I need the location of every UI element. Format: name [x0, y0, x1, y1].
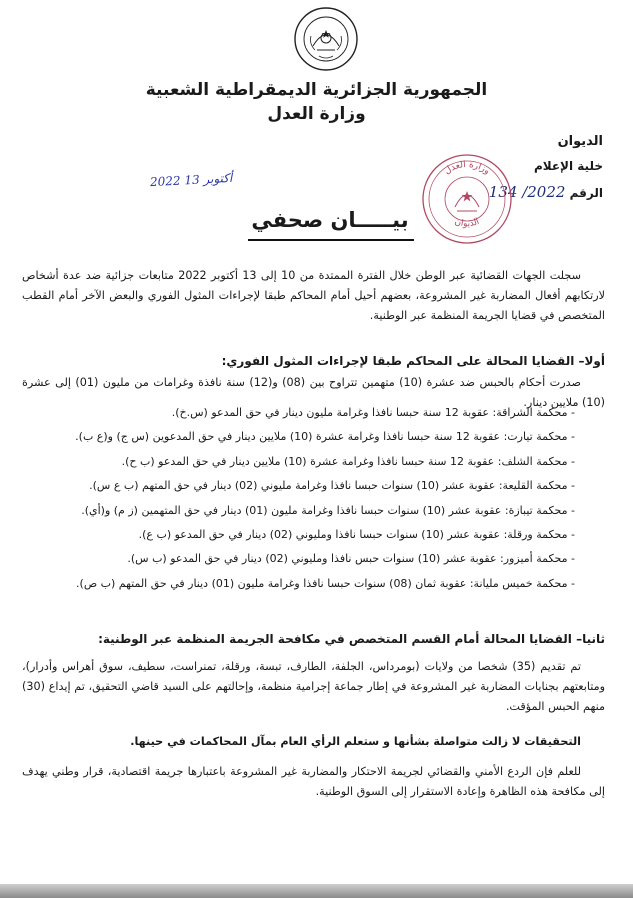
title-underline: [248, 239, 414, 241]
reference-number: 2022/ 134: [488, 183, 566, 201]
list-item: - محكمة تيارت: عقوبة 12 سنة حبسا نافذا وغرامة عشرة (10) ملايين دينار في حق المدعوين (س ج) و(ع ب).: [22, 425, 575, 449]
document-title: بيـــــان صحفي: [251, 208, 409, 232]
stamp-top-text: وزارة العدل: [442, 159, 492, 177]
section2-paragraph: تم تقديم (35) شخصا من ولايات (بومرداس، الجلفة، الطارف، تبسة، ورقلة، تمنراست، سطيف، سوق أهراس وأدرار)، ومتابعتهم بجنايات المضاربة غير المشروعة في إطار جماعة إجرامية منظمة، وإحالتهم على السيد قاضي التحقيق، تم إيداع (30) منهم الحبس المؤقت.: [22, 660, 605, 713]
svg-text:وزارة العدل: [443, 160, 492, 177]
court-verdicts-list: [22, 401, 575, 596]
office-label: الديوان: [557, 134, 603, 149]
list-item: - محكمة الشراقة: عقوبة 12 سنة حبسا نافذا وغرامة مليون دينار في حق المدعو (س.خ).: [22, 401, 575, 425]
section1-heading: أولا– القضايا المحالة على المحاكم طبقا لإجراءات المثول الفوري:: [221, 354, 605, 368]
section2-heading: ثانيا– القضايا المحالة أمام القسم المتخصص في مكافحة الجريمة المنظمة عبر الوطنية:: [98, 632, 605, 646]
media-cell-label: خلية الإعلام: [533, 159, 603, 173]
list-item: - محكمة القليعة: عقوبة عشر (10) سنوات حبسا نافذا وغرامة مليوني (02) دينار في حق المتهم (ب ع س).: [22, 474, 575, 498]
section1-paragraph: صدرت أحكام بالحبس ضد عشرة (10) متهمين تتراوح بين (08) و(12) سنة نافذة وغرامات من مليون (01) إلى عشرة (10) ملايين دينار.: [22, 376, 605, 409]
list-item: - محكمة تيبازة: عقوبة عشر (10) سنوات حبسا نافذا وغرامة مليون (01) دينار في حق المتهمين (ز م) و(أي).: [22, 499, 575, 523]
official-stamp-icon: [417, 147, 517, 247]
list-item: - محكمة أميزور: عقوبة عشر (10) سنوات حبس نافذا ومليوني (02) دينار في حق المدعو (ب س).: [22, 547, 575, 571]
list-item: - محكمة الشلف: عقوبة 12 سنة حبسا نافذا وغرامة عشرة (10) ملايين دينار في حق المدعو (ب ح).: [22, 450, 575, 474]
stamp-bottom-text: الديوان: [453, 216, 481, 230]
investigation-note: التحقيقات لا زالت متواصلة بشأنها و ستعلم الرأي العام بمآل المحاكمات في حينها.: [130, 735, 581, 748]
page-bottom-edge: [0, 884, 633, 898]
ministry-name: وزارة العدل: [267, 104, 366, 124]
handwritten-date: 2022 13 أكتوبر: [149, 170, 233, 190]
reference-label: الرقم: [569, 186, 603, 200]
list-item: - محكمة ورقلة: عقوبة عشر (10) سنوات حبسا نافذا ومليوني (02) دينار في حق المدعو (ب ع).: [22, 523, 575, 547]
intro-paragraph: سجلت الجهات القضائية عبر الوطن خلال الفترة الممتدة من 10 إلى 13 أكتوبر 2022 متابعات جزائية ضد عدة أشخاص لارتكابهم أفعال المضاربة غير المشروعة، بعضهم أحيل أمام المحاكم طبقا لإجراءات المثول الفوري والبعض الآخر أمام القطب المتخصص في قضايا الجريمة المنظمة عبر الوطنية.: [22, 269, 605, 322]
republic-name: الجمهورية الجزائرية الديمقراطية الشعبية: [145, 80, 488, 100]
algeria-emblem-icon: [293, 6, 359, 72]
list-item: - محكمة خميس مليانة: عقوبة ثمان (08) سنوات حبسا نافذا وغرامة مليون (01) دينار في حق المتهم (ب ص).: [22, 572, 575, 596]
svg-text:الديوان: [453, 217, 481, 229]
final-note: للعلم فإن الردع الأمني والقضائي لجريمة الاحتكار والمضاربة غير المشروعة باعتبارها جريمة اقتصادية، قرار وطني يهدف إلى مكافحة هذه الظاهرة وإعادة الاستقرار إلى السوق الوطنية.: [22, 765, 605, 798]
